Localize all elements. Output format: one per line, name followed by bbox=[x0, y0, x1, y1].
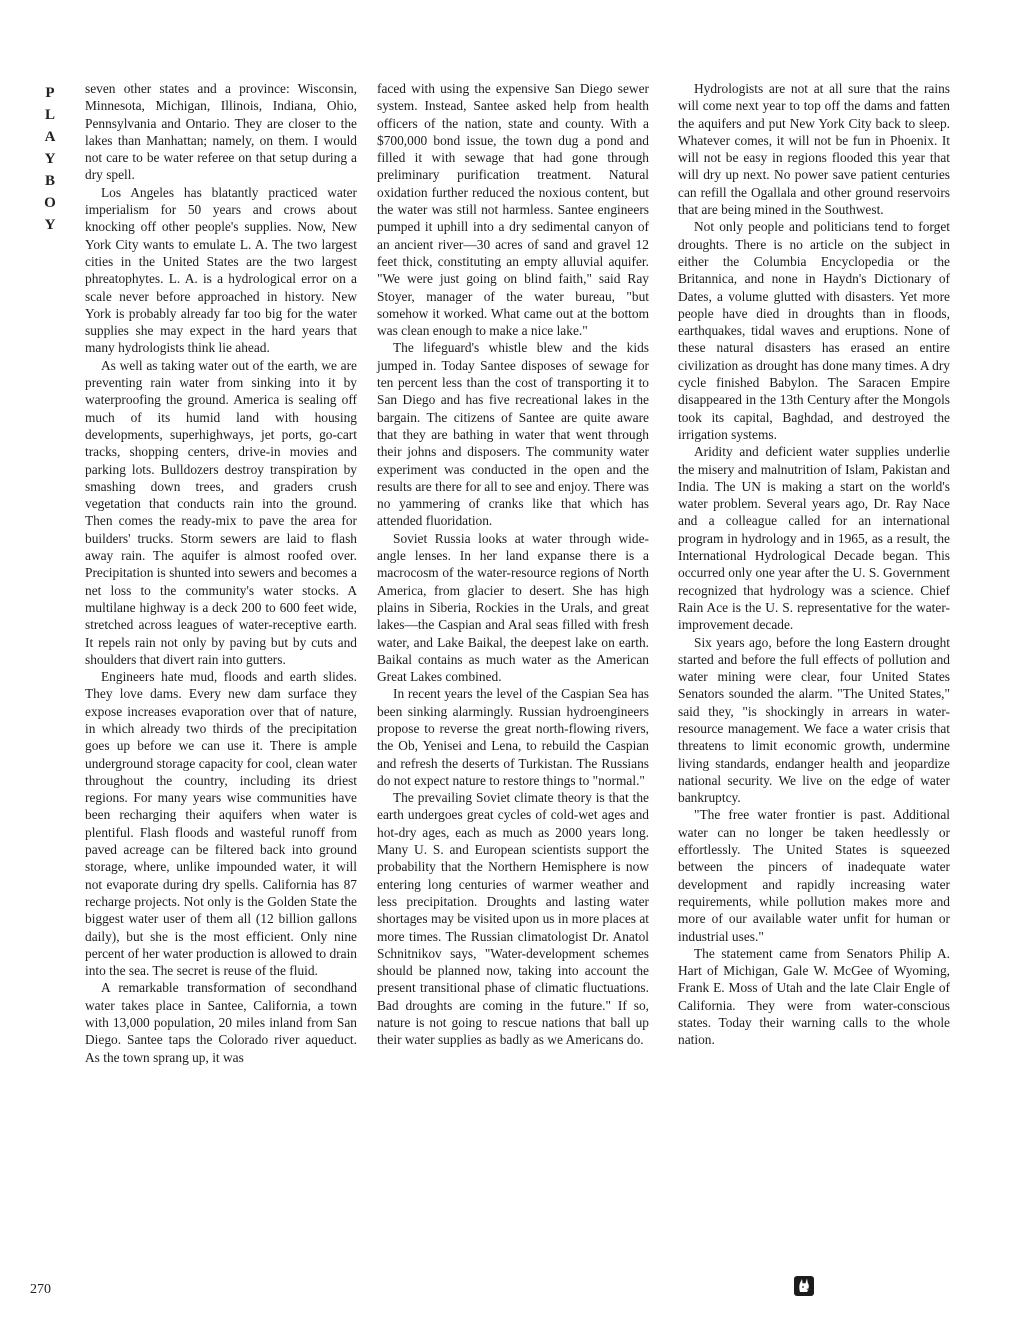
page-number: 270 bbox=[30, 1282, 51, 1297]
magazine-name-letter: Y bbox=[44, 151, 56, 167]
magazine-name-vertical bbox=[36, 82, 64, 236]
magazine-name-letter: Y bbox=[44, 217, 56, 233]
paragraph: seven other states and a province: Wisconsin, Minnesota, Michigan, Illinois, Indiana, Ohio, Pennsylvania and Ontario. They are closer to the lakes than Manhattan; namely, on them. I would not care to be water referee on that setup during a dry spell. bbox=[85, 81, 357, 183]
text-column-3 bbox=[678, 80, 950, 1049]
paragraph: Aridity and deficient water supplies underlie the misery and malnutrition of Islam, Pakistan and India. The UN is making a start on the world's water problem. Several years ago, Dr. Ray Nace and a colleague called for an international program in hydrology and in 1965, as a result, the International Hydrological Decade began. This occurred only one year after the U. S. Government recognized that hydrology was a science. Chief Rain Ace is the U. S. representative for the water-improvement decade. bbox=[678, 444, 950, 633]
paragraph: As well as taking water out of the earth, we are preventing rain water from sinking into it by waterproofing the ground. America is sealing off much of its humid land with housing developments, superhighways, jet ports, go-cart tracks, shopping centers, drive-in movies and parking lots. Bulldozers destroy transpiration by smashing down trees, and graders crush vegetation that conducts rain into the ground. Then comes the ready-mix to pave the area for builders' trucks. Storm sewers are laid to flash away rain. The aquifer is almost roofed over. Precipitation is shunted into sewers and becomes a net loss to the community's water stocks. A multilane highway is a deck 200 to 600 feet wide, stretched across leagues of water-receptive earth. It repels rain not only by paving but by cuts and shoulders that divert rain into gutters. bbox=[85, 357, 357, 667]
paragraph: "The free water frontier is past. Additional water can no longer be taken heedlessly or effortlessly. The United States is squeezed between the pincers of inadequate water development and rapidly increasing water requirements, while pollution makes more and more of our available water unfit for human or industrial uses." bbox=[678, 807, 950, 944]
text-column-2 bbox=[377, 80, 649, 1049]
paragraph: Not only people and politicians tend to forget droughts. There is no article on the subject in either the Columbia Encyclopedia or the Britannica, and none in Haydn's Dictionary of Dates, a volume glutted with disasters. Yet more people have died in droughts than in floods, earthquakes, tidal waves and eruptions. None of these natural disasters has erased an entire civilization as drought has done many times. A dry cycle finished Babylon. The Saracen Empire disappeared in the 13th Century after the Mongols took its capital, Baghdad, and destroyed the irrigation systems. bbox=[678, 219, 950, 442]
magazine-name-letter: O bbox=[44, 195, 56, 211]
magazine-name-letter: P bbox=[45, 85, 55, 101]
paragraph: Soviet Russia looks at water through wide-angle lenses. In her land expanse there is a macrocosm of the water-resource regions of North America, from glacier to desert. She has high plains in Siberia, Rockies in the Urals, and great lakes—the Caspian and Aral seas filled with fresh water, and Lake Baikal, the deepest lake on earth. Baikal contains as much water as the American Great Lakes combined. bbox=[377, 530, 649, 685]
paragraph: Six years ago, before the long Eastern drought started and before the full effects of pollution and water mining were clear, four United States Senators sounded the alarm. "The United States," said they, "is shockingly in arrears in water-resource management. We face a water crisis that threatens to limit economic growth, undermine living standards, endanger health and jeopardize national security. We live on the edge of water bankruptcy. bbox=[678, 634, 950, 806]
paragraph: In recent years the level of the Caspian Sea has been sinking alarmingly. Russian hydroengineers propose to reverse the great north-flowing rivers, the Ob, Yenisei and Lena, to rebuild the Caspian and refresh the deserts of Turkistan. The Russians do not expect nature to restore things to "normal." bbox=[377, 686, 649, 788]
paragraph: The statement came from Senators Philip A. Hart of Michigan, Gale W. McGee of Wyoming, Frank E. Moss of Utah and the late Clair Engle of California. They were from water-conscious states. Today their warning calls to the whole nation. bbox=[678, 945, 950, 1048]
paragraph: The lifeguard's whistle blew and the kids jumped in. Today Santee disposes of sewage for ten percent less than the cost of transporting it to San Diego and has five recreational lakes in the bargain. The citizens of Santee are quite aware that they are bathing in water that went through their johns and disposers. The community water experiment was conducted in the open and the results are there for all to see and enjoy. There was no yammering of cranks like that which has attended fluoridation. bbox=[377, 340, 649, 529]
paragraph: The prevailing Soviet climate theory is that the earth undergoes great cycles of cold-wet ages and hot-dry ages, each as much as 2000 years long. Many U. S. and European scientists support the probability that the Northern Hemisphere is now entering long centuries of warmer weather and less precipitation. Droughts and lasting water shortages may be visited upon us in more places at more times. The Russian climatologist Dr. Anatol Schnitnikov says, "Water-development schemes should be planned now, taking into account the present transitional phase of climatic fluctuations. Bad droughts are coming in the future." If so, nature is not going to rescue nations that ball up their water supplies as badly as we Americans do. bbox=[377, 790, 649, 1048]
magazine-name-letter: L bbox=[44, 107, 55, 123]
text-column-1 bbox=[85, 80, 357, 1066]
rabbit-head-icon bbox=[793, 1275, 815, 1297]
paragraph: Los Angeles has blatantly practiced water imperialism for 50 years and crows about knocking off other people's supplies. Now, New York City wants to emulate L. A. The two largest cities in the United States are the two largest phreatophytes. L. A. is a hydrological error on a scale never before approached in history. New York is probably already far too big for the water supplies she may expect in the hard years that many hydrologists think lie ahead. bbox=[85, 184, 357, 356]
magazine-name-letter: A bbox=[44, 129, 56, 145]
paragraph: faced with using the expensive San Diego sewer system. Instead, Santee asked help from health officers of the nation, state and county. With a $700,000 bond issue, the town dug a pond and filled it with sewage that had gone through preliminary purification treatment. Natural oxidation further reduced the noxious content, but the water was still not harmless. Santee engineers pumped it uphill into a dry sedimental canyon of an ancient river—30 acres of sand and gravel 12 feet thick, constituting an empty alluvial aquifer. "We were just going on blind faith," said Ray Stoyer, manager of the water bureau, "but somehow it worked. What came out at the bottom was clean enough to make a nice lake." bbox=[377, 81, 649, 339]
magazine-name-letter: B bbox=[44, 173, 55, 189]
paragraph: Hydrologists are not at all sure that the rains will come next year to top off the dams and fatten the aquifers and put New York City back to sleep. Whatever comes, it will not be fun in Phoenix. It will not be easy in regions flooded this year that will dry up next. No power save patient centuries can refill the Ogallala and other ground reservoirs that are being mined in the Southwest. bbox=[678, 81, 950, 218]
paragraph: A remarkable transformation of secondhand water takes place in Santee, California, a town with 13,000 population, 20 miles inland from San Diego. Santee taps the Colorado river aqueduct. As the town sprang up, it was bbox=[85, 980, 357, 1065]
paragraph: Engineers hate mud, floods and earth slides. They love dams. Every new dam surface they expose increases evaporation over that of nature, in which already two thirds of the precipitation goes up before we can use it. There is ample underground storage capacity for cool, clean water throughout the country, including its driest regions. For many years wise communities have been recharging their aquifers when water is plentiful. Flash floods and wasteful runoff from paved acreage can be filtered back into ground storage, where, unlike impounded water, it will not evaporate during dry spells. California has 87 recharge projects. Not only is the Golden State the biggest water user of them all (12 billion gallons daily), but she is the most efficient. Only nine percent of her water production is allowed to drain into the sea. The secret is reuse of the fluid. bbox=[85, 669, 357, 979]
